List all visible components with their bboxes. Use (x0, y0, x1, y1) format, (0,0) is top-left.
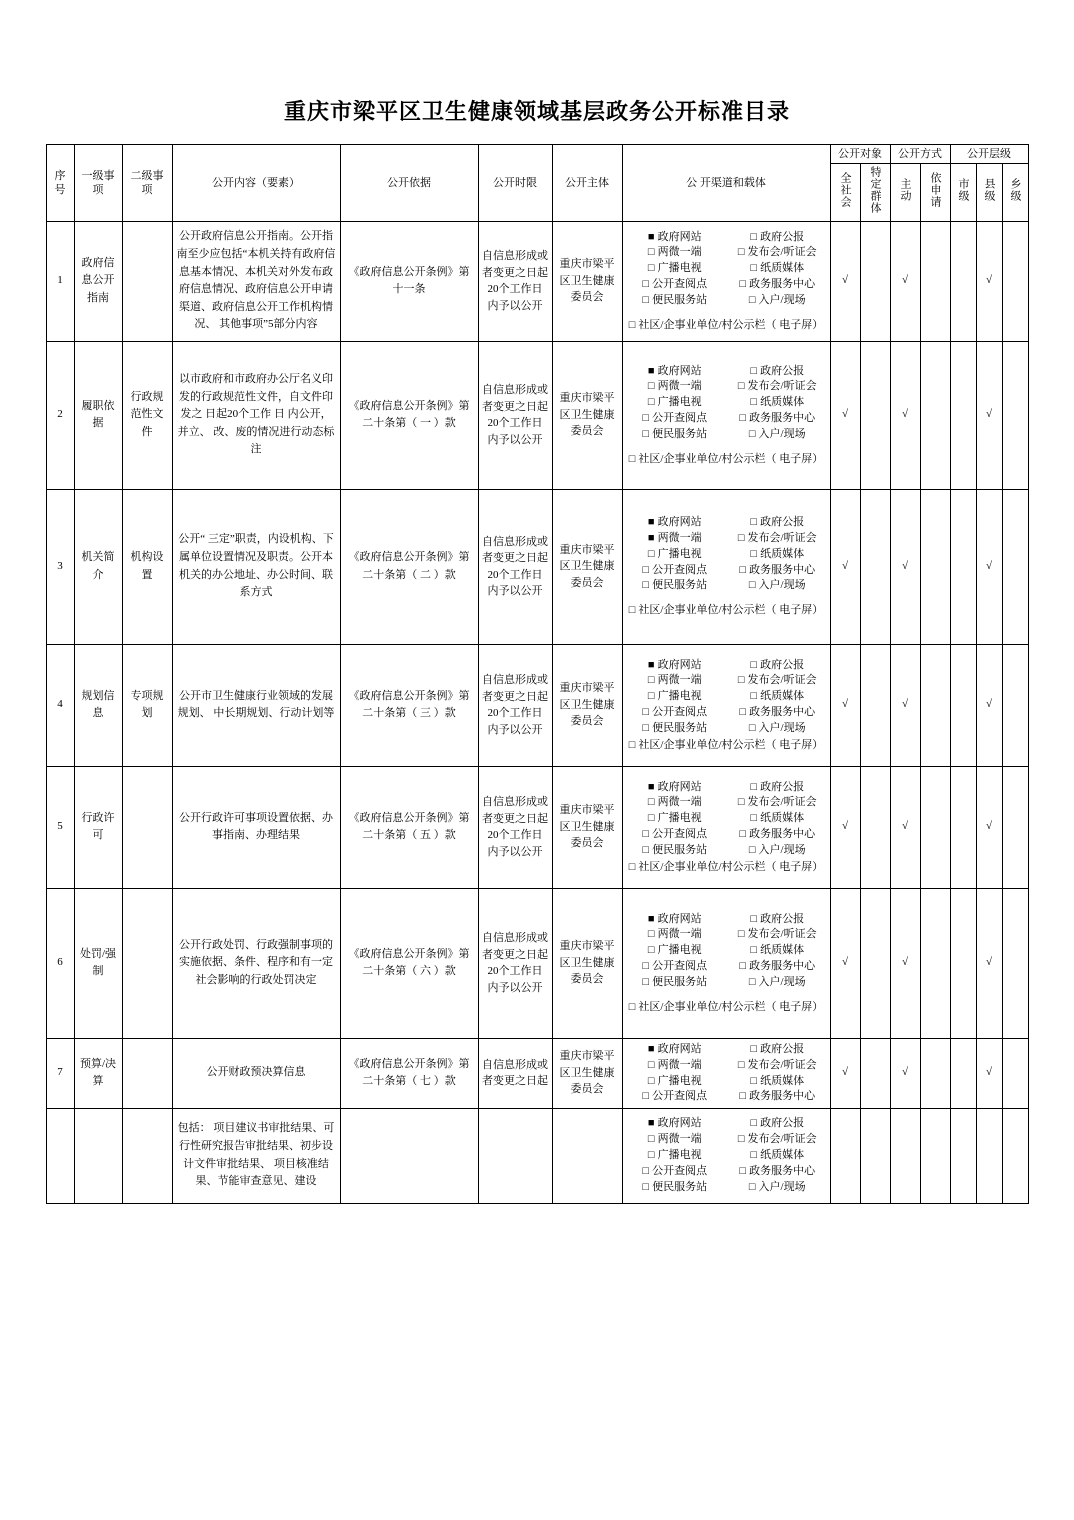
channel-checkbox-两微一端[interactable]: □ 两微一端 (626, 245, 725, 260)
row-channels (622, 1108, 830, 1203)
channel-checkbox-两微一端[interactable]: □ 两微一端 (626, 673, 725, 688)
channel-checkbox-政府网站[interactable]: ■ 政府网站 (626, 230, 725, 245)
channel-checkbox-community[interactable]: □ 社区/企事业单位/村公示栏（ 电子屏） (626, 738, 827, 753)
row-channels (622, 221, 830, 341)
header-mode-group: 公开方式 (890, 145, 950, 164)
row-level-town (1002, 489, 1028, 644)
row-content: 包括： 项目建议书审批结果、可行性研究报告审批结果、初步设计文件审批结果、 项目核准结果、节能审查意见、建设 (172, 1108, 340, 1203)
row-level1: 履职依据 (74, 341, 122, 489)
row-limit: 自信息形成或者变更之日起20个工作日 内予以公开 (478, 888, 552, 1038)
channel-checkbox-入户/现场[interactable]: □ 入户/现场 (728, 975, 827, 990)
row-level2 (122, 1038, 172, 1108)
row-mode-request (920, 341, 950, 489)
row-level2: 行政规范性文件 (122, 341, 172, 489)
row-basis: 《政府信息公开条例》第二十条第（ 一 ）款 (340, 341, 478, 489)
row-content: 公开行政处罚、行政强制事项的实施依据、条件、程序和有一定社会影响的行政处罚决定 (172, 888, 340, 1038)
header-level1: 一级事项 (74, 145, 122, 222)
channel-checkbox-便民服务站[interactable]: □ 便民服务站 (626, 427, 725, 442)
channel-checkbox-community[interactable]: □ 社区/企事业单位/村公示栏（ 电子屏） (626, 860, 827, 875)
header-mode-request: 依申请 (920, 164, 950, 221)
channel-checkbox-政府公报[interactable]: □ 政府公报 (728, 1042, 827, 1057)
channel-checkbox-政务服务中心[interactable]: □ 政务服务中心 (728, 705, 827, 720)
channel-checkbox-发布会/听证会[interactable]: □ 发布会/听证会 (728, 927, 827, 942)
row-mode-active: √ (890, 888, 920, 1038)
channel-checkbox-广播电视[interactable]: □ 广播电视 (626, 943, 725, 958)
channel-checkbox-政府网站[interactable]: ■ 政府网站 (626, 1042, 725, 1057)
channel-checkbox-政务服务中心[interactable]: □ 政务服务中心 (728, 827, 827, 842)
channel-checkbox-政府网站[interactable]: ■ 政府网站 (626, 658, 725, 673)
row-mode-active: √ (890, 1038, 920, 1108)
channel-checkbox-政府公报[interactable]: □ 政府公报 (728, 1116, 827, 1131)
table-row (46, 489, 1028, 644)
channel-checkbox-广播电视[interactable]: □ 广播电视 (626, 547, 725, 562)
row-level-town (1002, 1038, 1028, 1108)
row-object-all: √ (830, 766, 860, 888)
table-row (46, 221, 1028, 341)
disclosure-catalog-table (46, 144, 1029, 1204)
row-level1 (74, 1108, 122, 1203)
table-row (46, 766, 1028, 888)
row-seq: 1 (46, 221, 74, 341)
channel-checkbox-公开查阅点[interactable]: □ 公开查阅点 (626, 563, 725, 578)
channel-checkbox-政务服务中心[interactable]: □ 政务服务中心 (728, 1164, 827, 1179)
row-level-city (950, 1038, 976, 1108)
row-object-specific (860, 341, 890, 489)
row-subject (552, 1108, 622, 1203)
channel-checkbox-community[interactable]: □ 社区/企事业单位/村公示栏（ 电子屏） (626, 452, 827, 467)
channel-checkbox-入户/现场[interactable]: □ 入户/现场 (728, 721, 827, 736)
channel-checkbox-公开查阅点[interactable]: □ 公开查阅点 (626, 705, 725, 720)
channel-checkbox-政府网站[interactable]: ■ 政府网站 (626, 912, 725, 927)
row-seq (46, 1108, 74, 1203)
table-row (46, 1038, 1028, 1108)
row-content: 公开财政预决算信息 (172, 1038, 340, 1108)
row-limit: 自信息形成或者变更之日起 (478, 1038, 552, 1108)
channel-checkbox-公开查阅点[interactable]: □ 公开查阅点 (626, 1089, 725, 1104)
row-mode-request (920, 888, 950, 1038)
row-limit (478, 1108, 552, 1203)
table-header-row-1 (46, 145, 1028, 164)
row-basis: 《政府信息公开条例》第二十条第（ 三 ）款 (340, 644, 478, 766)
header-seq: 序号 (46, 145, 74, 222)
header-mode-active: 主动 (890, 164, 920, 221)
row-subject: 重庆市梁平区卫生健康委员会 (552, 888, 622, 1038)
row-object-specific (860, 1038, 890, 1108)
row-mode-active (890, 1108, 920, 1203)
channel-checkbox-政府网站[interactable]: ■ 政府网站 (626, 780, 725, 795)
channel-checkbox-便民服务站[interactable]: □ 便民服务站 (626, 721, 725, 736)
row-level1: 预算/决算 (74, 1038, 122, 1108)
header-level-town: 乡级 (1002, 164, 1028, 221)
row-channels (622, 489, 830, 644)
row-level2 (122, 766, 172, 888)
channel-checkbox-广播电视[interactable]: □ 广播电视 (626, 811, 725, 826)
row-seq: 4 (46, 644, 74, 766)
row-object-all (830, 1108, 860, 1203)
header-subject: 公开主体 (552, 145, 622, 222)
row-object-specific (860, 766, 890, 888)
row-level-city (950, 1108, 976, 1203)
row-level2: 专项规划 (122, 644, 172, 766)
row-content: 公开政府信息公开指南。公开指南至少应包括“本机关持有政府信息基本情况、本机关对外发布政府信息情况、政府信息公开申请渠道、政府信息公开工作机构情况、 其他事项”5部分内容 (172, 221, 340, 341)
channel-checkbox-公开查阅点[interactable]: □ 公开查阅点 (626, 277, 725, 292)
channel-checkbox-广播电视[interactable]: □ 广播电视 (626, 261, 725, 276)
channel-checkbox-便民服务站[interactable]: □ 便民服务站 (626, 975, 725, 990)
row-mode-request (920, 766, 950, 888)
channel-checkbox-政府公报[interactable]: □ 政府公报 (728, 230, 827, 245)
row-level-county (976, 1108, 1002, 1203)
channel-checkbox-纸质媒体[interactable]: □ 纸质媒体 (728, 689, 827, 704)
row-level-county: √ (976, 766, 1002, 888)
channel-checkbox-发布会/听证会[interactable]: □ 发布会/听证会 (728, 1058, 827, 1073)
channel-checkbox-两微一端[interactable]: □ 两微一端 (626, 1058, 725, 1073)
header-level-city: 市级 (950, 164, 976, 221)
channel-checkbox-广播电视[interactable]: □ 广播电视 (626, 689, 725, 704)
row-object-specific (860, 489, 890, 644)
header-content: 公开内容（要素） (172, 145, 340, 222)
channel-checkbox-发布会/听证会[interactable]: □ 发布会/听证会 (728, 673, 827, 688)
row-level1: 规划信息 (74, 644, 122, 766)
channel-checkbox-community[interactable]: □ 社区/企事业单位/村公示栏（ 电子屏） (626, 603, 827, 618)
channel-checkbox-便民服务站[interactable]: □ 便民服务站 (626, 843, 725, 858)
header-object-specific: 特定群体 (860, 164, 890, 221)
row-level-town (1002, 644, 1028, 766)
channel-checkbox-纸质媒体[interactable]: □ 纸质媒体 (728, 811, 827, 826)
row-limit: 自信息形成或者变更之日起20个工作日 内予以公开 (478, 766, 552, 888)
row-level-city (950, 766, 976, 888)
channel-checkbox-两微一端[interactable]: ■ 两微一端 (626, 531, 725, 546)
row-mode-active: √ (890, 489, 920, 644)
row-mode-request (920, 644, 950, 766)
row-subject: 重庆市梁平区卫生健康委员会 (552, 1038, 622, 1108)
row-level-city (950, 341, 976, 489)
channel-checkbox-纸质媒体[interactable]: □ 纸质媒体 (728, 1074, 827, 1089)
channel-checkbox-入户/现场[interactable]: □ 入户/现场 (728, 427, 827, 442)
channel-checkbox-纸质媒体[interactable]: □ 纸质媒体 (728, 547, 827, 562)
row-seq: 2 (46, 341, 74, 489)
channel-checkbox-发布会/听证会[interactable]: □ 发布会/听证会 (728, 245, 827, 260)
row-level-city (950, 221, 976, 341)
table-row (46, 1108, 1028, 1203)
channel-checkbox-纸质媒体[interactable]: □ 纸质媒体 (728, 1148, 827, 1163)
row-subject: 重庆市梁平区卫生健康委员会 (552, 766, 622, 888)
row-level1: 行政许可 (74, 766, 122, 888)
row-level2: 机构设置 (122, 489, 172, 644)
row-level-city (950, 489, 976, 644)
row-level-city (950, 644, 976, 766)
row-object-all: √ (830, 1038, 860, 1108)
header-channel: 公 开渠道和载体 (622, 145, 830, 222)
channel-checkbox-政务服务中心[interactable]: □ 政务服务中心 (728, 411, 827, 426)
row-level-county: √ (976, 644, 1002, 766)
table-body (46, 221, 1028, 1203)
row-object-specific (860, 888, 890, 1038)
row-limit: 自信息形成或者变更之日起20个工作日 内予以公开 (478, 489, 552, 644)
channel-checkbox-两微一端[interactable]: □ 两微一端 (626, 927, 725, 942)
header-basis: 公开依据 (340, 145, 478, 222)
channel-checkbox-便民服务站[interactable]: □ 便民服务站 (626, 578, 725, 593)
channel-checkbox-广播电视[interactable]: □ 广播电视 (626, 1074, 725, 1089)
channel-checkbox-政务服务中心[interactable]: □ 政务服务中心 (728, 277, 827, 292)
channel-checkbox-政务服务中心[interactable]: □ 政务服务中心 (728, 563, 827, 578)
row-level1: 处罚/强制 (74, 888, 122, 1038)
row-mode-active: √ (890, 766, 920, 888)
row-limit: 自信息形成或者变更之日起20个工作日 内予以公开 (478, 221, 552, 341)
channel-checkbox-入户/现场[interactable]: □ 入户/现场 (728, 293, 827, 308)
table-row (46, 888, 1028, 1038)
channel-checkbox-政府网站[interactable]: ■ 政府网站 (626, 1116, 725, 1131)
channel-checkbox-发布会/听证会[interactable]: □ 发布会/听证会 (728, 1132, 827, 1147)
row-basis: 《政府信息公开条例》第二十条第（ 六 ）款 (340, 888, 478, 1038)
row-limit: 自信息形成或者变更之日起20个工作日 内予以公开 (478, 341, 552, 489)
row-level-town (1002, 341, 1028, 489)
row-channels (622, 888, 830, 1038)
channel-checkbox-两微一端[interactable]: □ 两微一端 (626, 1132, 725, 1147)
channel-checkbox-community[interactable]: □ 社区/企事业单位/村公示栏（ 电子屏） (626, 1000, 827, 1015)
row-basis: 《政府信息公开条例》第十一条 (340, 221, 478, 341)
channel-checkbox-发布会/听证会[interactable]: □ 发布会/听证会 (728, 379, 827, 394)
row-subject: 重庆市梁平区卫生健康委员会 (552, 489, 622, 644)
row-level2 (122, 888, 172, 1038)
row-level2 (122, 221, 172, 341)
channel-checkbox-公开查阅点[interactable]: □ 公开查阅点 (626, 1164, 725, 1179)
row-level-town (1002, 1108, 1028, 1203)
row-mode-request (920, 221, 950, 341)
channel-checkbox-公开查阅点[interactable]: □ 公开查阅点 (626, 959, 725, 974)
row-level-town (1002, 888, 1028, 1038)
row-limit: 自信息形成或者变更之日起20个工作日 内予以公开 (478, 644, 552, 766)
channel-checkbox-两微一端[interactable]: □ 两微一端 (626, 795, 725, 810)
channel-checkbox-community[interactable]: □ 社区/企事业单位/村公示栏（ 电子屏） (626, 318, 827, 333)
page-title: 重庆市梁平区卫生健康领域基层政务公开标准目录 (283, 99, 790, 124)
row-level-town (1002, 221, 1028, 341)
row-level2 (122, 1108, 172, 1203)
row-object-all: √ (830, 341, 860, 489)
row-level-county: √ (976, 341, 1002, 489)
table-row (46, 341, 1028, 489)
channel-checkbox-政府网站[interactable]: ■ 政府网站 (626, 364, 725, 379)
channel-checkbox-广播电视[interactable]: □ 广播电视 (626, 395, 725, 410)
header-object-group: 公开对象 (830, 145, 890, 164)
row-content: 以市政府和市政府办公厅名义印发的行政规范性文件，自文件印发之 日起20个工作 日 内公开， 并立、 改、废的情况进行动态标注 (172, 341, 340, 489)
row-level-town (1002, 766, 1028, 888)
row-level1: 政府信息公开指南 (74, 221, 122, 341)
table-row (46, 644, 1028, 766)
row-basis: 《政府信息公开条例》第二十条第（ 二 ）款 (340, 489, 478, 644)
row-content: 公开行政许可事项设置依据、办事指南、办理结果 (172, 766, 340, 888)
row-seq: 5 (46, 766, 74, 888)
row-subject: 重庆市梁平区卫生健康委员会 (552, 341, 622, 489)
row-mode-request (920, 1108, 950, 1203)
row-level1: 机关简介 (74, 489, 122, 644)
channel-checkbox-便民服务站[interactable]: □ 便民服务站 (626, 293, 725, 308)
row-content: 公开市卫生健康行业领域的发展规划、 中长期规划、行动计划等 (172, 644, 340, 766)
channel-checkbox-政务服务中心[interactable]: □ 政务服务中心 (728, 1089, 827, 1104)
channel-checkbox-纸质媒体[interactable]: □ 纸质媒体 (728, 943, 827, 958)
row-level-county: √ (976, 888, 1002, 1038)
row-basis: 《政府信息公开条例》第二十条第（ 七 ）款 (340, 1038, 478, 1108)
channel-checkbox-入户/现场[interactable]: □ 入户/现场 (728, 578, 827, 593)
row-content: 公开“ 三定”职责，内设机构、下属单位设置情况及职责。公开本机关的办公地址、办公时间、联系方式 (172, 489, 340, 644)
channel-checkbox-政府公报[interactable]: □ 政府公报 (728, 912, 827, 927)
row-object-all: √ (830, 888, 860, 1038)
channel-checkbox-政务服务中心[interactable]: □ 政务服务中心 (728, 959, 827, 974)
row-mode-request (920, 1038, 950, 1108)
row-mode-active: √ (890, 341, 920, 489)
channel-checkbox-发布会/听证会[interactable]: □ 发布会/听证会 (728, 531, 827, 546)
row-object-all: √ (830, 489, 860, 644)
channel-checkbox-纸质媒体[interactable]: □ 纸质媒体 (728, 261, 827, 276)
row-channels (622, 1038, 830, 1108)
channel-checkbox-政府公报[interactable]: □ 政府公报 (728, 364, 827, 379)
channel-checkbox-公开查阅点[interactable]: □ 公开查阅点 (626, 827, 725, 842)
channel-checkbox-便民服务站[interactable]: □ 便民服务站 (626, 1180, 725, 1195)
row-basis (340, 1108, 478, 1203)
row-seq: 7 (46, 1038, 74, 1108)
channel-checkbox-政府网站[interactable]: ■ 政府网站 (626, 515, 725, 530)
channel-checkbox-入户/现场[interactable]: □ 入户/现场 (728, 843, 827, 858)
row-seq: 6 (46, 888, 74, 1038)
row-seq: 3 (46, 489, 74, 644)
row-subject: 重庆市梁平区卫生健康委员会 (552, 644, 622, 766)
row-mode-request (920, 489, 950, 644)
row-basis: 《政府信息公开条例》第二十条第（ 五 ）款 (340, 766, 478, 888)
row-object-specific (860, 644, 890, 766)
header-level-county: 县级 (976, 164, 1002, 221)
channel-checkbox-两微一端[interactable]: □ 两微一端 (626, 379, 725, 394)
row-object-specific (860, 221, 890, 341)
channel-checkbox-政府公报[interactable]: □ 政府公报 (728, 515, 827, 530)
channel-checkbox-入户/现场[interactable]: □ 入户/现场 (728, 1180, 827, 1195)
row-subject: 重庆市梁平区卫生健康委员会 (552, 221, 622, 341)
channel-checkbox-纸质媒体[interactable]: □ 纸质媒体 (728, 395, 827, 410)
row-mode-active: √ (890, 221, 920, 341)
row-mode-active: √ (890, 644, 920, 766)
header-level-group: 公开层级 (950, 145, 1028, 164)
row-level-county: √ (976, 1038, 1002, 1108)
row-object-specific (860, 1108, 890, 1203)
row-channels (622, 644, 830, 766)
channel-checkbox-广播电视[interactable]: □ 广播电视 (626, 1148, 725, 1163)
row-channels (622, 766, 830, 888)
channel-checkbox-公开查阅点[interactable]: □ 公开查阅点 (626, 411, 725, 426)
row-level-county: √ (976, 221, 1002, 341)
row-channels (622, 341, 830, 489)
header-limit: 公开时限 (478, 145, 552, 222)
row-level-city (950, 888, 976, 1038)
channel-checkbox-发布会/听证会[interactable]: □ 发布会/听证会 (728, 795, 827, 810)
row-level-county: √ (976, 489, 1002, 644)
row-object-all: √ (830, 644, 860, 766)
header-level2: 二级事项 (122, 145, 172, 222)
row-object-all: √ (830, 221, 860, 341)
channel-checkbox-政府公报[interactable]: □ 政府公报 (728, 780, 827, 795)
header-object-all: 全社会 (830, 164, 860, 221)
channel-checkbox-政府公报[interactable]: □ 政府公报 (728, 658, 827, 673)
